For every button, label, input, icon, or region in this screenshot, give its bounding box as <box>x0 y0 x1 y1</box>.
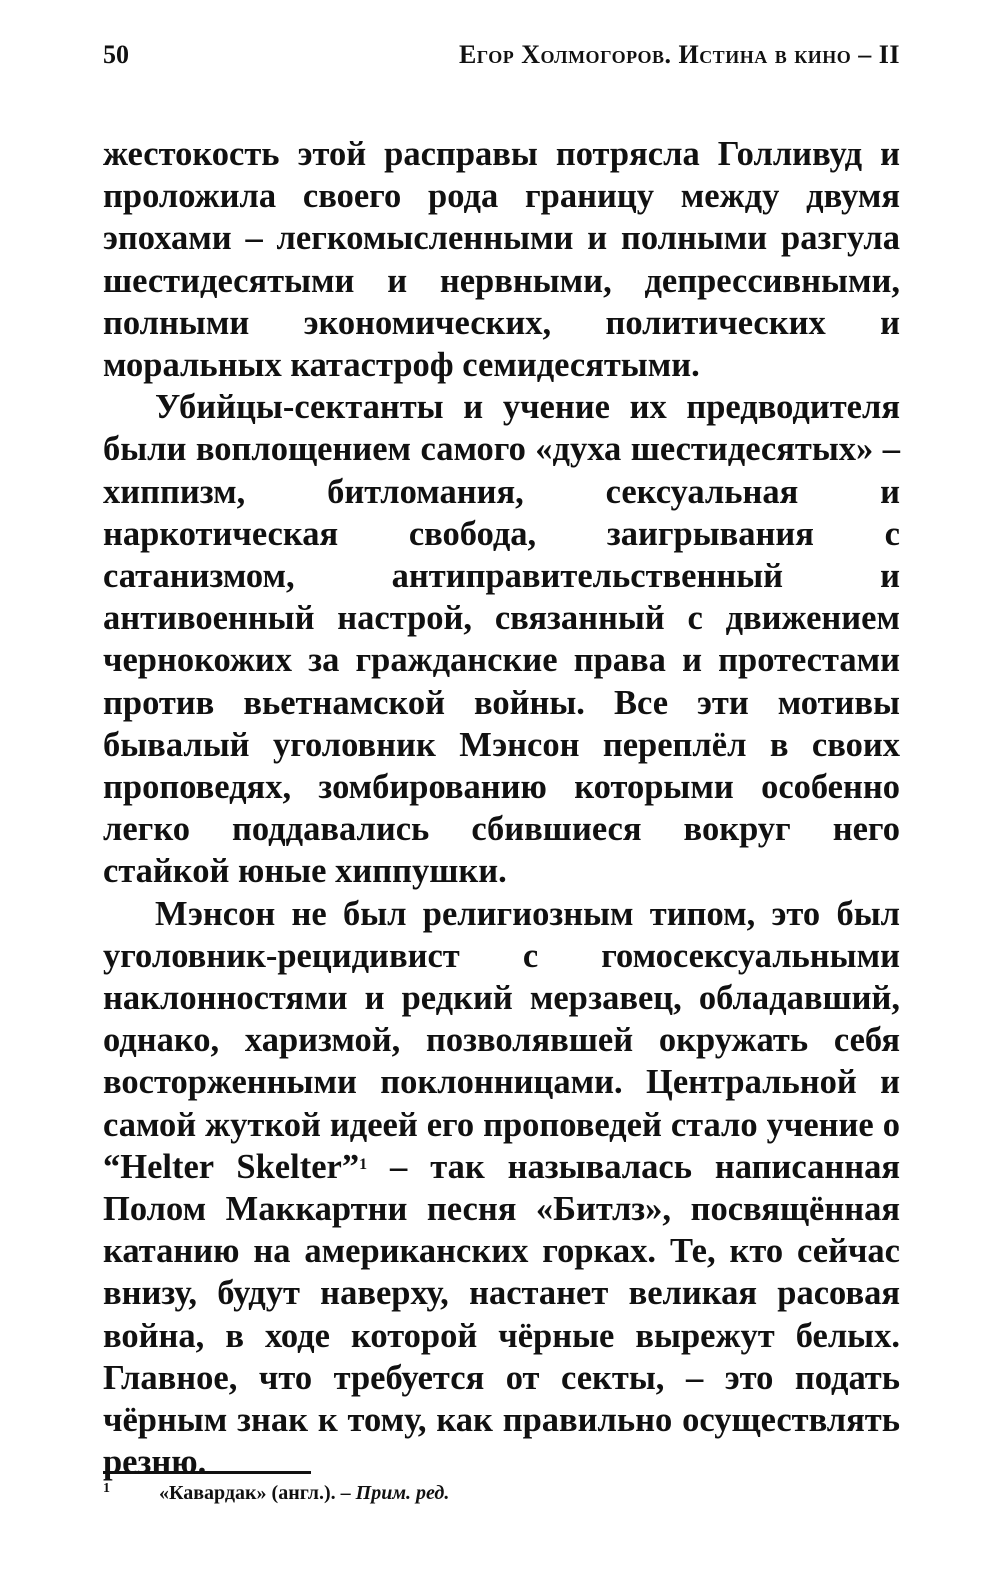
page-header <box>103 40 900 80</box>
running-head: Егор Холмогоров. Истина в кино – II <box>458 40 900 69</box>
paragraph-3-part-1: Мэнсон не был религиозным типом, это был уголовник-рецидивист с гомосексуальными наклонностями и редкий мерзавец, обладавший, однако, харизмой, позволявшей окружать себя восторженными поклонницами. Центральной и самой жуткой идеей его проповедей стало учение о “Helter Skelter” <box>103 894 900 1186</box>
body-text <box>103 133 900 1484</box>
footnote-body: «Кавардак» (англ.). – <box>159 1482 356 1504</box>
footnote-text <box>159 1480 449 1506</box>
page-number: 50 <box>103 40 129 69</box>
paragraph-3-part-2: – так называлась написанная Полом Маккартни песня «Битлз», посвящённая катанию на американских горках. Те, кто сейчас внизу, будут наверху, настанет великая расовая война, в ходе которой чёрные вырежут белых. Главное, что требуется от секты, – это подать чёрным знак к тому, как правильно осуществлять резню. <box>103 1147 900 1482</box>
paragraph-2: Убийцы-сектанты и учение их предводителя были воплощением самого «духа шестидесятых» – хиппизм, битломания, сексуальная и наркотическая свобода, заигрывания с сатанизмом, антиправительственный и антивоенный настрой, связанный с движением чернокожих за гражданские права и протестами против вьетнамской войны. Все эти мотивы бывалый уголовник Мэнсон переплёл в своих проповедях, зомбированию которыми особенно легко поддавались сбившиеся вокруг него стайкой юные хиппушки. <box>103 388 900 891</box>
footnote-mark: 1 <box>103 1481 110 1496</box>
paragraph-3 <box>103 893 900 1484</box>
paragraph-1: жестокость этой расправы потрясла Голливуд и проложила своего рода границу между двумя эпохами – легкомысленными и полными разгула шестидесятыми и нервными, депрессивными, полными экономических, политических и моральных катастроф семидесятыми. <box>103 135 900 385</box>
footnote-editor-note: Прим. ред. <box>355 1482 450 1504</box>
footnote-divider <box>103 1471 311 1474</box>
footnote-reference: 1 <box>359 1155 368 1173</box>
